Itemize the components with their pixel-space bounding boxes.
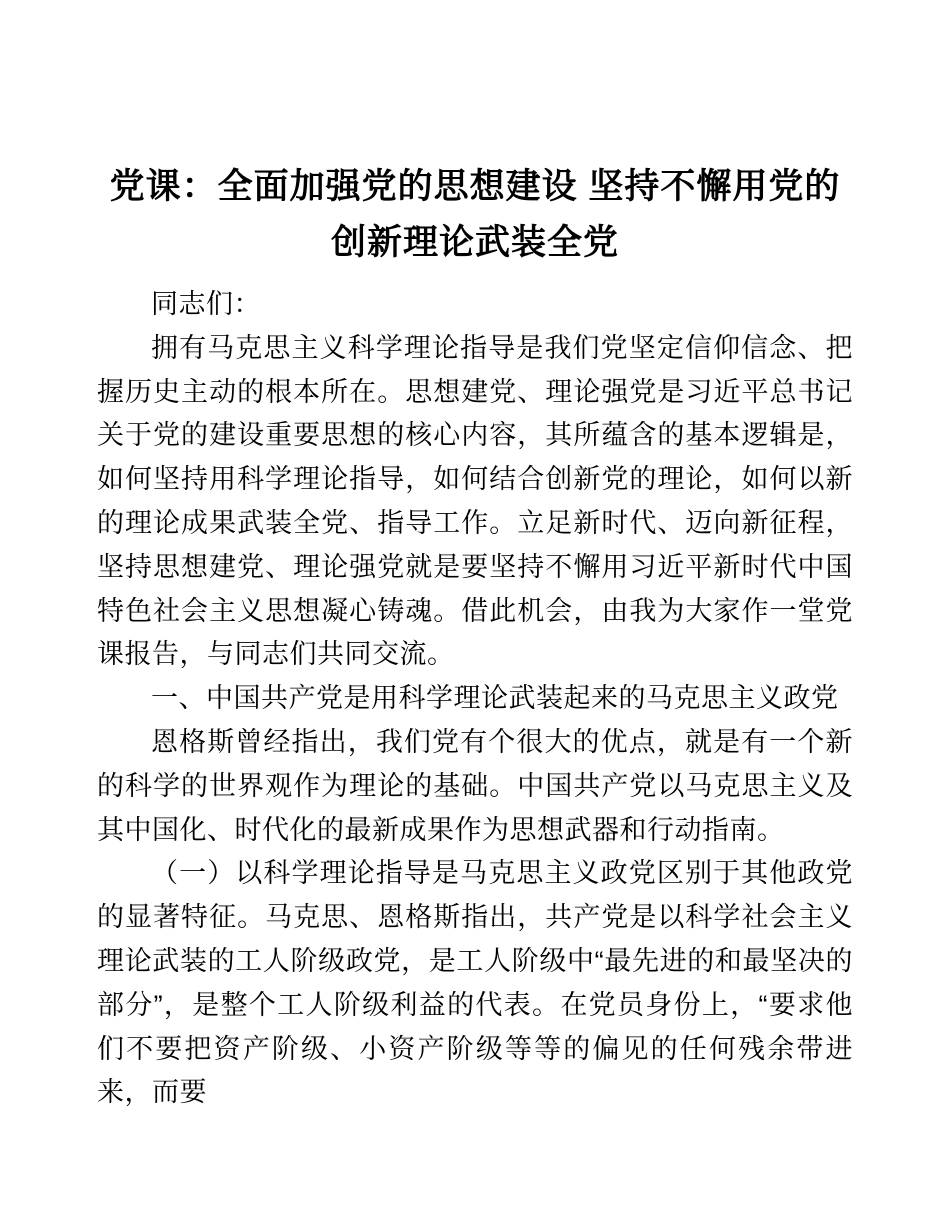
- paragraph-engels-quote: 恩格斯曾经指出，我们党有个很大的优点，就是有一个新的科学的世界观作为理论的基础。中国共产党以马克思主义及其中国化、时代化的最新成果作为思想武器和行动指南。: [97, 726, 853, 845]
- document-title: [97, 159, 853, 271]
- paragraph-salutation: 同志们：: [151, 289, 261, 319]
- paragraph-point-one: （一）以科学理论指导是马克思主义政党区别于其他政党的显著特征。马克思、恩格斯指出，共产党是以科学社会主义理论武装的工人阶级政党，是工人阶级中“最先进的和最坚决的部分”，是整个工人阶级利益的代表。在党员身份上，“要求他们不要把资产阶级、小资产阶级等等的偏见的任何残余带进来，而要: [97, 858, 853, 1108]
- document-title-line-1: 党课：全面加强党的思想建设 坚持不懈用党的: [109, 167, 841, 206]
- section-heading-1: 一、中国共产党是用科学理论武装起来的马克思主义政党: [151, 683, 839, 714]
- document-title-line-2: 创新理论武装全党: [330, 223, 619, 262]
- paragraph-intro: 拥有马克思主义科学理论指导是我们党坚定信仰信念、把握历史主动的根本所在。思想建党、理论强党是习近平总书记关于党的建设重要思想的核心内容，其所蕴含的基本逻辑是，如何坚持用科学理论指导，如何结合创新党的理论，如何以新的理论成果武装全党、指导工作。立足新时代、迈向新征程，坚持思想建党、理论强党就是要坚持不懈用习近平新时代中国特色社会主义思想凝心铸魂。借此机会，由我为大家作一堂党课报告，与同志们共同交流。: [97, 332, 853, 670]
